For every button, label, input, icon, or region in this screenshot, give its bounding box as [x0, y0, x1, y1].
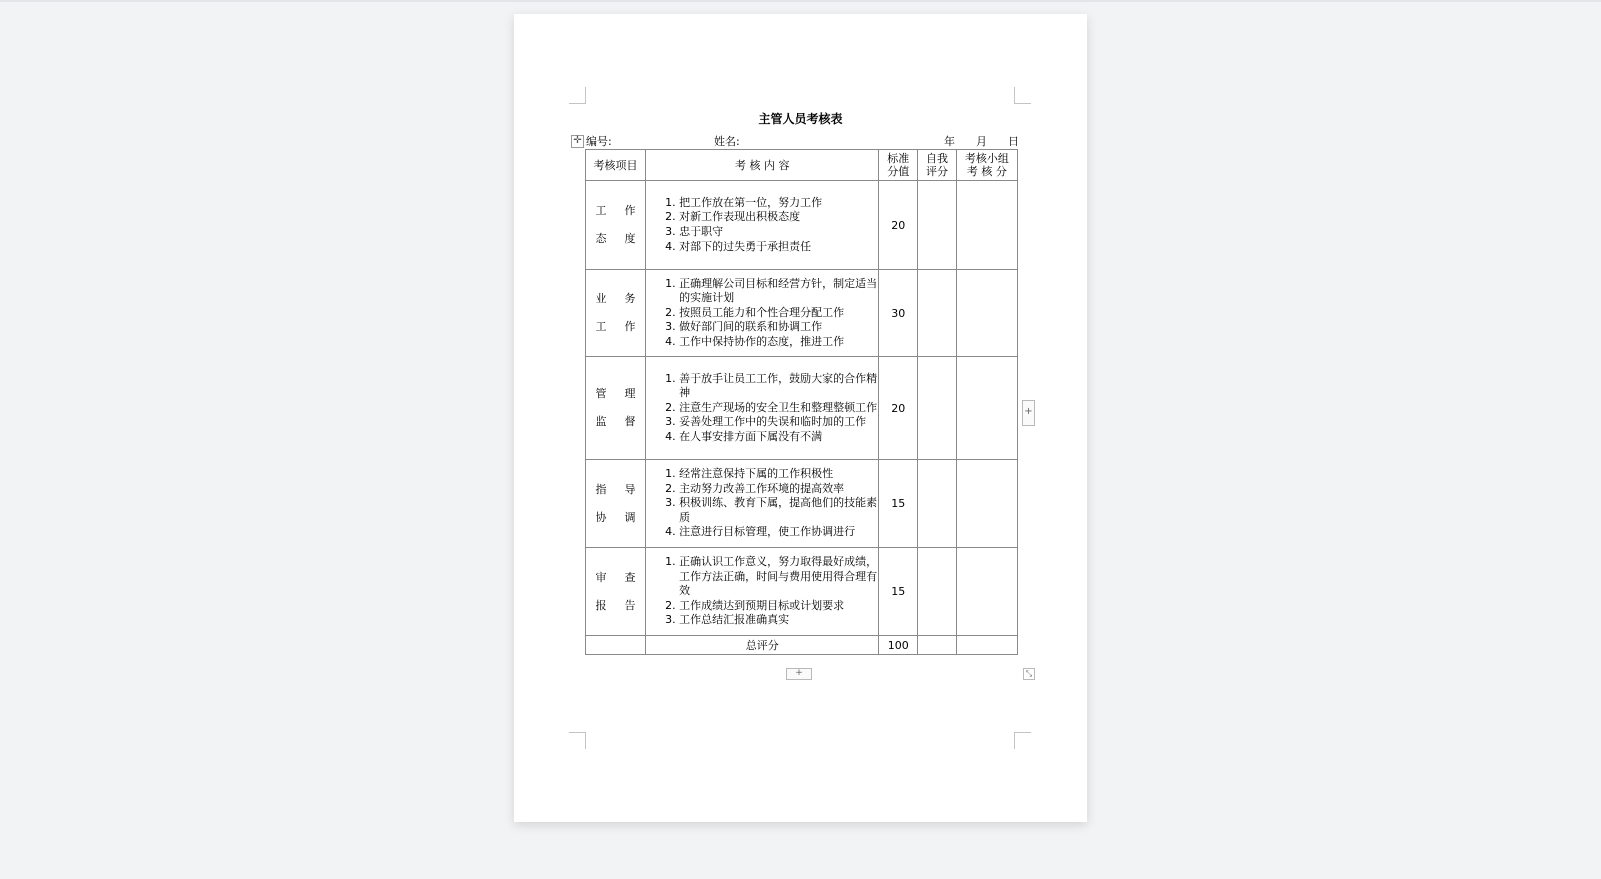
header-standard-line2: 分值 [887, 165, 910, 178]
category-char: 务 [624, 292, 636, 305]
list-item: 2. 对新工作表现出积极态度 [679, 210, 878, 225]
header-item[interactable]: 考核项目 [586, 150, 646, 181]
list-item: 4. 工作中保持协作的态度，推进工作 [679, 335, 878, 350]
date-year-label: 年 [944, 135, 955, 148]
standard-score-cell[interactable]: 20 [879, 181, 918, 270]
table-row [586, 181, 1018, 270]
top-border [0, 0, 1601, 2]
self-score-cell[interactable] [918, 181, 957, 270]
list-item: 3. 忠于职守 [679, 225, 878, 240]
category-char: 告 [624, 598, 636, 612]
add-row-icon[interactable]: + [786, 668, 812, 680]
table-row [586, 357, 1018, 460]
category-char: 督 [624, 415, 636, 428]
list-item: 2. 按照员工能力和个性合理分配工作 [679, 306, 878, 321]
category-cell[interactable] [586, 548, 646, 636]
list-item: 4. 在人事安排方面下属没有不满 [679, 430, 878, 445]
content-cell[interactable] [646, 460, 879, 548]
total-group-cell[interactable] [956, 636, 1017, 655]
number-label: 编号: [586, 135, 612, 148]
category-char: 作 [624, 204, 636, 217]
margin-corner-bottom-right [1014, 732, 1031, 749]
header-content[interactable]: 考 核 内 容 [646, 150, 879, 181]
content-cell[interactable] [646, 270, 879, 357]
table-row [586, 548, 1018, 636]
list-item: 2. 注意生产现场的安全卫生和整理整顿工作 [679, 401, 878, 416]
category-cell[interactable] [586, 357, 646, 460]
name-label: 姓名: [714, 135, 740, 148]
list-item: 2. 工作成绩达到预期目标或计划要求 [679, 599, 878, 614]
header-group-line2: 考 核 分 [966, 165, 1007, 178]
margin-corner-top-left [569, 87, 586, 104]
list-item: 1. 善于放手让员工工作，鼓励大家的合作精神 [679, 372, 878, 401]
total-score-cell[interactable]: 100 [879, 636, 918, 655]
category-char: 管 [595, 387, 607, 400]
header-group-line1: 考核小组 [964, 152, 1009, 165]
group-score-cell[interactable] [956, 357, 1017, 460]
self-score-cell[interactable] [918, 460, 957, 548]
category-char: 工 [595, 204, 607, 217]
header-group[interactable] [956, 150, 1017, 181]
standard-score-cell[interactable]: 15 [879, 548, 918, 636]
date-month-label: 月 [976, 135, 987, 148]
list-item: 4. 注意进行目标管理，使工作协调进行 [679, 525, 878, 540]
self-score-cell[interactable] [918, 357, 957, 460]
category-char: 查 [624, 570, 636, 584]
list-item: 1. 正确认识工作意义，努力取得最好成绩，工作方法正确，时间与费用使用得合理有效 [679, 555, 878, 599]
list-item: 3. 工作总结汇报准确真实 [679, 613, 878, 628]
list-item: 3. 妥善处理工作中的失误和临时加的工作 [679, 415, 878, 430]
self-score-cell[interactable] [918, 548, 957, 636]
group-score-cell[interactable] [956, 270, 1017, 357]
category-char: 指 [595, 482, 607, 496]
total-empty-cell[interactable] [586, 636, 646, 655]
table-move-icon[interactable]: ✛ [571, 135, 584, 148]
document-page[interactable] [514, 14, 1087, 822]
total-label-cell[interactable]: 总评分 [646, 636, 879, 655]
category-char: 度 [624, 232, 636, 245]
list-item: 1. 把工作放在第一位，努力工作 [679, 196, 878, 211]
list-item: 3. 做好部门间的联系和协调工作 [679, 320, 878, 335]
document-title: 主管人员考核表 [758, 112, 843, 126]
self-score-cell[interactable] [918, 270, 957, 357]
category-char: 调 [624, 510, 636, 524]
group-score-cell[interactable] [956, 548, 1017, 636]
date-day-label: 日 [1008, 135, 1019, 148]
content-cell[interactable] [646, 357, 879, 460]
category-char: 业 [595, 292, 607, 305]
margin-corner-bottom-left [569, 732, 586, 749]
standard-score-cell[interactable]: 15 [879, 460, 918, 548]
header-self-line1: 自我 [925, 152, 948, 165]
category-char: 报 [595, 598, 607, 612]
list-item: 3. 积极训练、教育下属，提高他们的技能素质 [679, 496, 878, 525]
category-char: 协 [595, 510, 607, 524]
category-char: 导 [624, 482, 636, 496]
table-resize-icon[interactable]: ⤡ [1023, 668, 1035, 680]
category-char: 作 [624, 320, 636, 333]
total-self-cell[interactable] [918, 636, 957, 655]
content-cell[interactable] [646, 181, 879, 270]
standard-score-cell[interactable]: 30 [879, 270, 918, 357]
assessment-table[interactable] [585, 149, 1018, 655]
add-column-icon[interactable]: + [1022, 400, 1035, 426]
category-char: 工 [595, 320, 607, 333]
header-self-line2: 评分 [925, 165, 948, 178]
list-item: 2. 主动努力改善工作环境的提高效率 [679, 482, 878, 497]
date-labels [944, 133, 1019, 149]
category-cell[interactable] [586, 270, 646, 357]
content-cell[interactable] [646, 548, 879, 636]
table-row [586, 270, 1018, 357]
category-char: 态 [595, 232, 607, 245]
list-item: 4. 对部下的过失勇于承担责任 [679, 240, 878, 255]
margin-corner-top-right [1014, 87, 1031, 104]
category-char: 监 [595, 415, 607, 428]
total-row [586, 636, 1018, 655]
header-standard[interactable] [879, 150, 918, 181]
header-row [586, 150, 1018, 181]
category-cell[interactable] [586, 181, 646, 270]
standard-score-cell[interactable]: 20 [879, 357, 918, 460]
header-standard-line1: 标准 [887, 152, 910, 165]
group-score-cell[interactable] [956, 181, 1017, 270]
category-char: 理 [624, 387, 636, 400]
list-item: 1. 经常注意保持下属的工作积极性 [679, 467, 878, 482]
group-score-cell[interactable] [956, 460, 1017, 548]
list-item: 1. 正确理解公司目标和经营方针，制定适当的实施计划 [679, 277, 878, 306]
table-row [586, 460, 1018, 548]
category-cell[interactable] [586, 460, 646, 548]
category-char: 审 [595, 570, 607, 584]
header-self[interactable] [918, 150, 957, 181]
